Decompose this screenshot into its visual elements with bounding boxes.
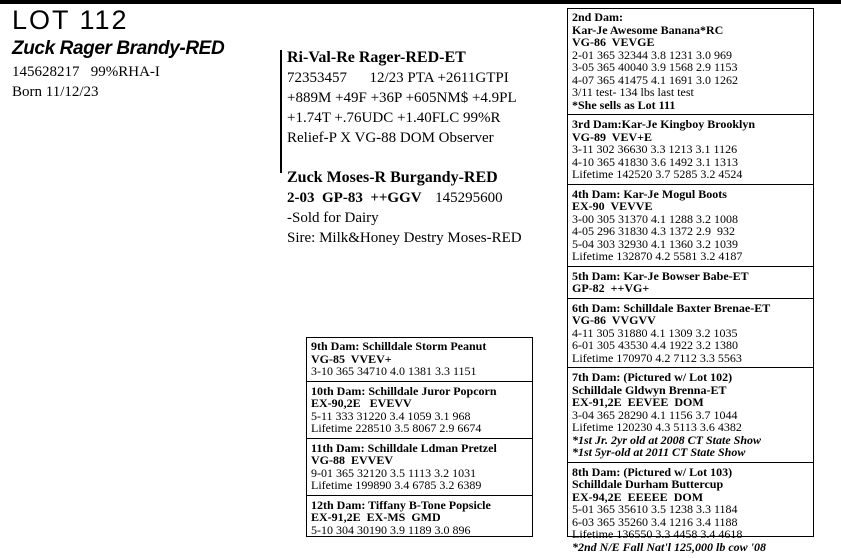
dam-entry-heading: EX-94,2E EEEEE DOM <box>572 489 704 504</box>
dam-registration: 145295600 <box>435 190 503 206</box>
production-record: 3-11 302 36630 3.3 1213 3.1 1126 <box>572 142 738 156</box>
entry-divider <box>307 495 532 496</box>
dam-entry <box>311 340 528 378</box>
dam-block <box>287 168 562 248</box>
production-record: 6-01 305 43530 4.4 1922 3.2 1380 <box>572 338 738 352</box>
dam-line: Sire: Milk&Honey Destry Moses-RED <box>287 230 522 246</box>
pedigree-box-right <box>567 8 814 554</box>
production-record: 9-01 365 32120 3.5 1113 3.2 1031 <box>311 465 477 480</box>
production-record: 3/11 test- 134 lbs last test <box>572 85 694 99</box>
production-record: 5-10 304 30190 3.9 1189 3.0 896 <box>311 522 471 537</box>
pedigree-bracket <box>280 50 282 173</box>
dam-entry-heading: GP-82 ++VG+ <box>572 281 650 295</box>
dam-entry-heading: EX-91,2E EEVEE DOM <box>572 395 704 409</box>
dam-entry-heading: Kar-Je Awesome Banana*RC <box>572 22 724 37</box>
dam-entry-heading: 10th Dam: Schilldale Juror Popcorn <box>311 383 497 398</box>
production-record: Lifetime 132870 4.2 5581 3.2 4187 <box>572 249 743 263</box>
dam-entry <box>572 466 809 554</box>
animal-registration: 145628217 99%RHA-I <box>12 64 160 80</box>
dam-entry <box>572 270 809 295</box>
dam-entry <box>572 188 809 263</box>
entry-divider <box>568 184 813 185</box>
lot-number: LOT 112 <box>12 5 129 35</box>
production-record: Lifetime 228510 3.5 8067 2.9 6674 <box>311 421 482 435</box>
dam-entry-heading: 7th Dam: (Pictured w/ Lot 102) <box>572 370 733 384</box>
production-record: 3-10 365 34710 4.0 1381 3.3 1151 <box>311 364 477 378</box>
production-record: 3-00 305 31370 4.1 1288 3.2 1008 <box>572 211 738 226</box>
show-note: *2nd N/E Fall Nat'l 125,000 lb cow '08 <box>572 539 767 554</box>
production-record: Lifetime 142520 3.7 5285 3.2 4524 <box>572 167 743 181</box>
production-record: 4-05 296 31830 4.3 1372 2.9 932 <box>572 224 735 238</box>
dam-entry-heading: 4th Dam: Kar-Je Mogul Boots <box>572 186 727 201</box>
dam-line: -Sold for Dairy <box>287 210 379 226</box>
dam-entry-heading: 6th Dam: Schilldale Baxter Brenae-ET <box>572 300 771 315</box>
dam-entry-heading: Schilldale Durham Buttercup <box>572 477 724 491</box>
dam-entry-heading: 2nd Dam: <box>572 10 624 24</box>
entry-divider <box>568 298 813 299</box>
dam-entry <box>572 371 809 459</box>
production-record: 3-05 365 40040 3.9 1568 2.9 1153 <box>572 60 738 74</box>
sire-line: +1.74T +.76UDC +1.40FLC 99%R <box>287 110 501 126</box>
production-record: Lifetime 136550 3.3 4458 3.4 4618 <box>572 527 743 541</box>
production-record: 6-03 365 35260 3.4 1216 3.4 1188 <box>572 514 738 529</box>
entry-divider <box>568 266 813 267</box>
entry-divider <box>568 367 813 368</box>
dam-entry <box>311 385 528 435</box>
production-record: 4-10 365 41830 3.6 1492 3.1 1313 <box>572 154 738 169</box>
dam-entry <box>572 118 809 181</box>
dam-entry-heading: 8th Dam: (Pictured w/ Lot 103) <box>572 464 733 479</box>
production-record: 5-04 303 32930 4.1 1360 3.2 1039 <box>572 236 738 251</box>
production-record: Lifetime 170970 4.2 7112 3.3 5563 <box>572 350 742 365</box>
production-record: 5-01 365 35610 3.5 1238 3.3 1184 <box>572 502 738 516</box>
dam-entry-heading: VG-85 VVEV+ <box>311 351 392 366</box>
pedigree-box-middle <box>306 337 533 537</box>
dam-entry-heading: Schilldale Gldwyn Brenna-ET <box>572 382 727 397</box>
sire-name: Ri-Val-Re Rager-RED-ET <box>287 49 466 66</box>
dam-entry <box>572 11 809 111</box>
dam-entry-heading: VG-86 VEVGE <box>572 35 655 49</box>
dam-entry-heading: EX-91,2E EX-MS GMD <box>311 510 441 524</box>
production-record: 4-11 305 31880 4.1 1309 3.2 1035 <box>572 325 738 340</box>
dam-entry-heading: 11th Dam: Schilldale Ldman Pretzel <box>311 440 497 455</box>
sire-block <box>287 48 557 148</box>
dam-class-line: 2-03 GP-83 ++GGV <box>287 190 422 206</box>
dam-entry-heading: 9th Dam: Schilldale Storm Peanut <box>311 339 487 353</box>
dam-entry <box>572 302 809 365</box>
production-record: 2-01 365 32344 3.8 1231 3.0 969 <box>572 47 732 62</box>
dam-entry-heading: 3rd Dam:Kar-Je Kingboy Brooklyn <box>572 117 756 131</box>
production-record: Lifetime 120230 4.3 5113 3.6 4382 <box>572 420 742 434</box>
dam-entry-heading: 5th Dam: Kar-Je Bowser Babe-ET <box>572 268 749 283</box>
show-note: *1st Jr. 2yr old at 2008 CT State Show <box>572 432 762 447</box>
entry-divider <box>568 114 813 115</box>
animal-name: Zuck Rager Brandy-RED <box>12 38 225 59</box>
production-record: 3-04 365 28290 4.1 1156 3.7 1044 <box>572 407 738 422</box>
sire-line: Relief-P X VG-88 DOM Observer <box>287 130 494 146</box>
dam-classification <box>287 188 562 208</box>
dam-entry <box>311 442 528 492</box>
entry-divider <box>307 381 532 382</box>
production-record: Lifetime 199890 3.4 6785 3.2 6389 <box>311 478 482 492</box>
dam-entry <box>311 499 528 537</box>
entry-divider <box>568 462 813 463</box>
show-note: *1st 5yr-old at 2011 CT State Show <box>572 445 746 459</box>
animal-birthdate: Born 11/12/23 <box>12 84 99 100</box>
production-record: 4-07 365 41475 4.1 1691 3.0 1262 <box>572 72 738 87</box>
dam-name: Zuck Moses-R Burgandy-RED <box>287 169 498 186</box>
dam-entry-heading: VG-86 VVGVV <box>572 313 656 327</box>
dam-entry-heading: VG-88 EVVEV <box>311 453 394 467</box>
dam-entry-heading: VG-89 VEV+E <box>572 129 652 144</box>
dam-entry-heading: EX-90 VEVVE <box>572 199 653 213</box>
production-record: 5-11 333 31220 3.4 1059 3.1 968 <box>311 408 471 423</box>
sire-line: +889M +49F +36P +605NM$ +4.9PL <box>287 90 517 106</box>
sire-line: 72353457 12/23 PTA +2611GTPI <box>287 70 509 86</box>
dam-entry-heading: 12th Dam: Tiffany B-Tone Popsicle <box>311 497 491 512</box>
dam-entry-heading: EX-90,2E EVEVV <box>311 396 412 410</box>
entry-divider <box>307 438 532 439</box>
dam-note: *She sells as Lot 111 <box>572 97 676 112</box>
